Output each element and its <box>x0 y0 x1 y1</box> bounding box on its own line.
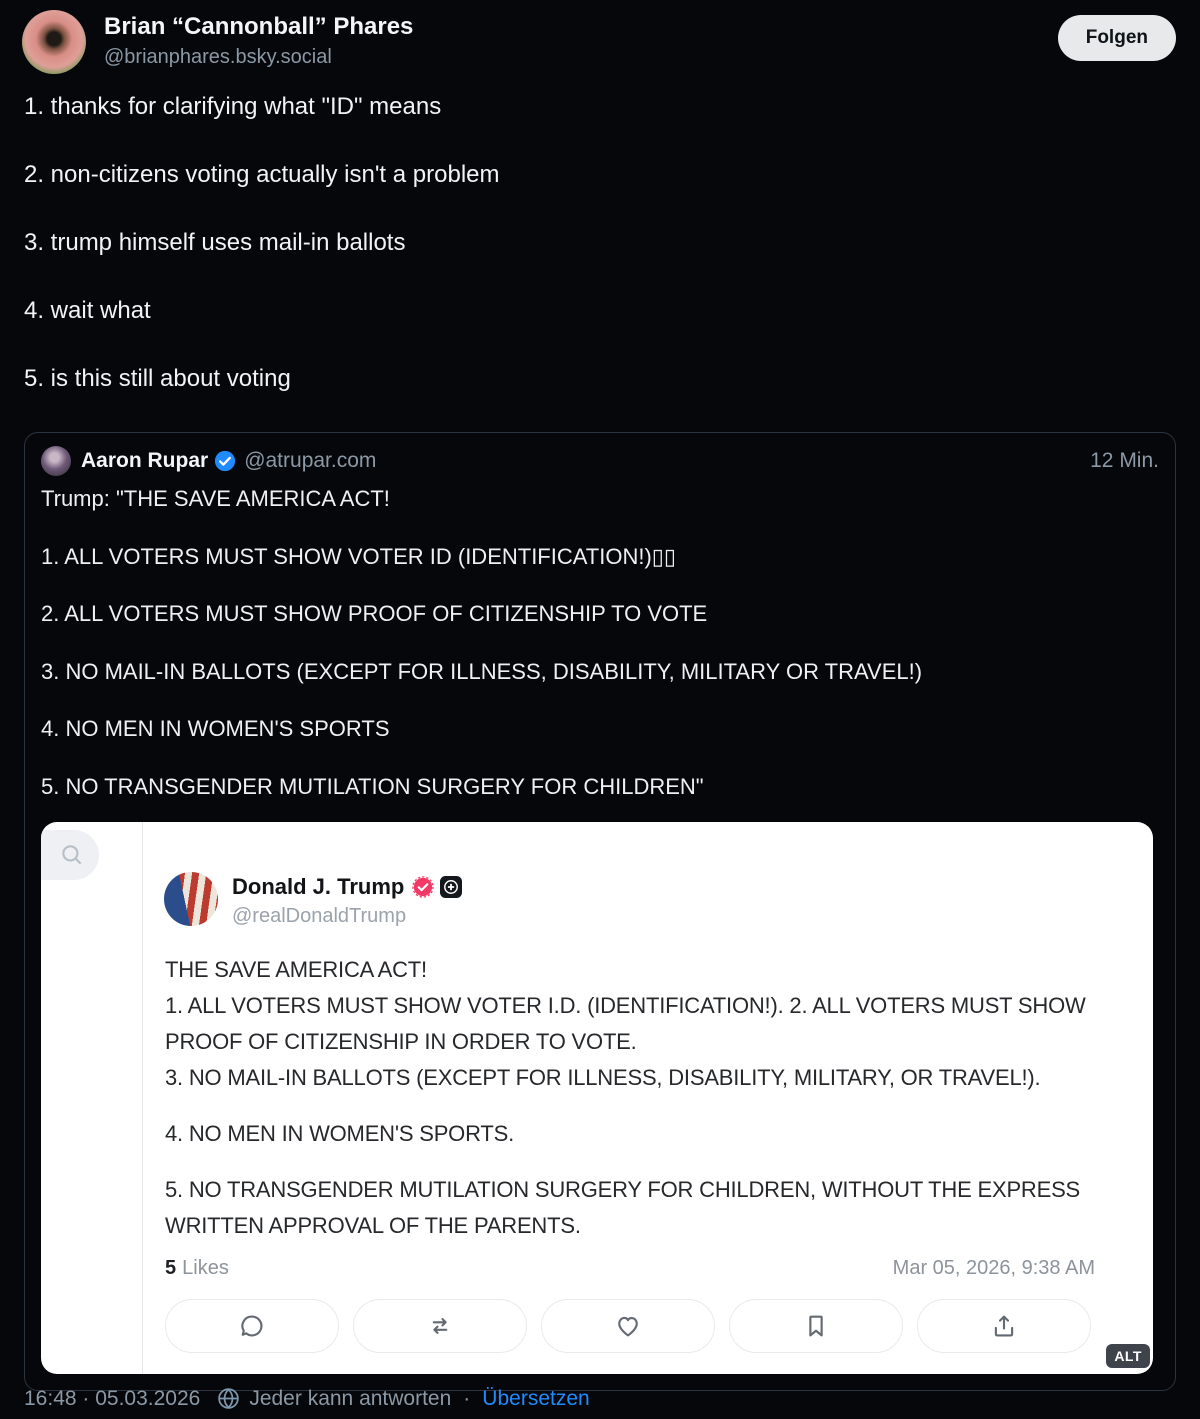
quote-line: 5. NO TRANSGENDER MUTILATION SURGERY FOR CHILDREN" <box>41 773 704 799</box>
author-names <box>104 10 413 69</box>
separator-dot: · <box>463 1386 471 1410</box>
author-avatar[interactable] <box>22 10 86 74</box>
translate-link[interactable]: Übersetzen <box>482 1386 590 1410</box>
truth-body-line: THE SAVE AMERICA ACT! <box>165 957 427 982</box>
likes-count: 5 <box>165 1257 177 1279</box>
quote-line: Trump: "THE SAVE AMERICA ACT! <box>41 486 390 511</box>
post-header <box>0 0 1200 74</box>
quoted-post-header <box>41 446 1159 476</box>
author-handle[interactable]: @brianphares.bsky.social <box>104 46 332 68</box>
quote-author-display-name[interactable]: Aaron Rupar <box>81 449 209 472</box>
quoted-post-text <box>41 485 1159 800</box>
truth-post-header <box>164 872 462 928</box>
truth-body-line: 4. NO MEN IN WOMEN'S SPORTS. <box>165 1121 515 1146</box>
truth-post-meta <box>165 1257 1095 1280</box>
truth-post-text <box>165 952 1115 1244</box>
truth-post-date: Mar 05, 2026, 9:38 AM <box>892 1257 1095 1279</box>
quote-author-handle[interactable]: @atrupar.com <box>244 449 377 472</box>
reply-button[interactable] <box>165 1299 339 1353</box>
retruth-icon <box>425 1311 455 1341</box>
post-datetime: 16:48 · 05.03.2026 <box>24 1386 201 1410</box>
truth-author-avatar <box>164 872 218 926</box>
bookmark-icon <box>801 1311 831 1341</box>
truth-author-display-name: Donald J. Trump <box>232 874 405 899</box>
share-button[interactable] <box>917 1299 1091 1353</box>
quote-author-avatar[interactable] <box>41 446 71 476</box>
quoted-post-card[interactable] <box>24 432 1176 1391</box>
author-display-name[interactable]: Brian “Cannonball” Phares <box>104 13 414 40</box>
truth-author-handle: @realDonaldTrump <box>232 905 407 927</box>
search-pill <box>41 830 99 880</box>
share-icon <box>989 1311 1019 1341</box>
truth-social-screenshot[interactable] <box>41 822 1153 1374</box>
truth-body-line: 1. ALL VOTERS MUST SHOW VOTER I.D. (IDENTIFICATION!). 2. ALL VOTERS MUST SHOW PROOF OF CITIZENSHIP IN ORDER TO VOTE. <box>165 993 1086 1054</box>
post-text <box>0 92 1200 394</box>
truth-action-bar <box>165 1299 1091 1353</box>
like-button[interactable] <box>541 1299 715 1353</box>
follow-button[interactable]: Folgen <box>1058 15 1176 61</box>
quote-line: 2. ALL VOTERS MUST SHOW PROOF OF CITIZENSHIP TO VOTE <box>41 601 708 626</box>
post-line: 1. thanks for clarifying what "ID" means <box>24 93 442 120</box>
truth-body-line: 5. NO TRANSGENDER MUTILATION SURGERY FOR CHILDREN, WITHOUT THE EXPRESS WRITTEN APPROVAL OF THE PARENTS. <box>165 1177 1081 1238</box>
reply-setting-label[interactable]: Jeder kann antworten <box>249 1386 452 1410</box>
retruth-button[interactable] <box>353 1299 527 1353</box>
post-line: 5. is this still about voting <box>24 365 291 392</box>
quote-line: 4. NO MEN IN WOMEN'S SPORTS <box>41 716 390 741</box>
quote-line: 1. ALL VOTERS MUST SHOW VOTER ID (IDENTIFICATION!)▯▯ <box>41 543 676 569</box>
truth-body-line: 3. NO MAIL-IN BALLOTS (EXCEPT FOR ILLNESS, DISABILITY, MILITARY, OR TRAVEL!). <box>165 1065 1041 1090</box>
quote-line: 3. NO MAIL-IN BALLOTS (EXCEPT FOR ILLNESS, DISABILITY, MILITARY OR TRAVEL!) <box>41 658 923 684</box>
quote-timestamp: 12 Min. <box>1090 449 1159 472</box>
reply-icon <box>237 1311 267 1341</box>
post-line: 4. wait what <box>24 297 151 324</box>
verified-badge-icon <box>214 450 236 472</box>
divider <box>142 822 143 1374</box>
post-line: 2. non-citizens voting actually isn't a problem <box>24 161 500 188</box>
truth-verified-badge-icon <box>412 876 434 898</box>
globe-icon <box>216 1386 241 1411</box>
likes-label: Likes <box>182 1257 229 1279</box>
alt-badge[interactable]: ALT <box>1106 1344 1150 1368</box>
post-footer <box>24 1386 1176 1411</box>
bookmark-button[interactable] <box>729 1299 903 1353</box>
search-icon <box>59 842 85 868</box>
heart-icon <box>613 1311 643 1341</box>
plus-badge-icon <box>440 876 462 898</box>
post-line: 3. trump himself uses mail-in ballots <box>24 229 406 256</box>
